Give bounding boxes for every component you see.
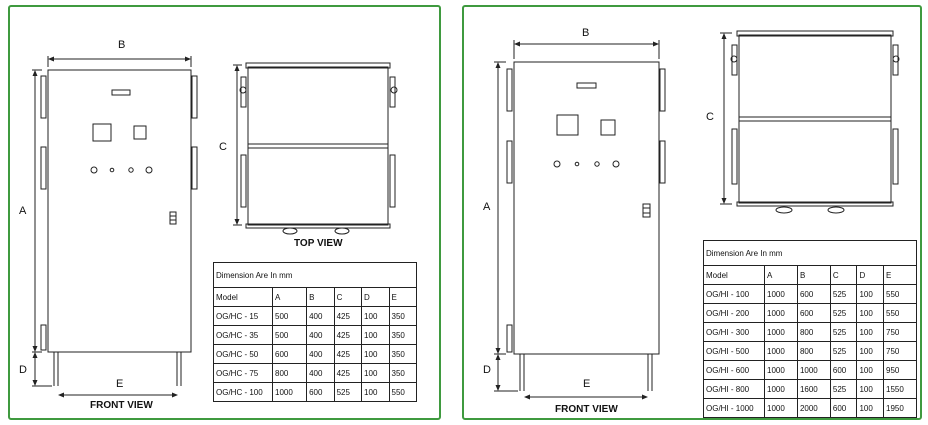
- table-cell: 425: [334, 345, 361, 364]
- table-row: [704, 399, 917, 418]
- table-cell: 100: [857, 361, 884, 380]
- table-cell: 525: [334, 383, 361, 402]
- dimension-table: [213, 262, 417, 402]
- table-cell: OG/HC - 75: [214, 364, 273, 383]
- table-cell: 1000: [765, 361, 798, 380]
- table-cell: 100: [857, 285, 884, 304]
- table-row: [704, 323, 917, 342]
- cabinet-front-body: [48, 70, 191, 352]
- table-header: B: [307, 288, 334, 307]
- table-cell: 425: [334, 364, 361, 383]
- table-cell: 425: [334, 326, 361, 345]
- table-row: [214, 326, 417, 345]
- cabinet-lock: [643, 204, 650, 217]
- table-cell: OG/HC - 15: [214, 307, 273, 326]
- cabinet-name-plate: [577, 83, 596, 88]
- table-cell: OG/HI - 1000: [704, 399, 765, 418]
- table-cell: 525: [830, 342, 857, 361]
- table-cell: 600: [830, 399, 857, 418]
- table-cell: 100: [857, 323, 884, 342]
- table-header: Model: [214, 288, 273, 307]
- table-header: E: [389, 288, 416, 307]
- table-cell: 100: [857, 342, 884, 361]
- table-title: Dimension Are In mm: [214, 263, 417, 288]
- table-cell: 425: [334, 307, 361, 326]
- table-cell: 1600: [797, 380, 830, 399]
- table-cell: 950: [884, 361, 917, 380]
- table-cell: 750: [884, 342, 917, 361]
- table-cell: 500: [273, 307, 307, 326]
- table-row: [704, 380, 917, 399]
- table-cell: 600: [830, 361, 857, 380]
- right-product-panel: [462, 5, 922, 420]
- dimension-b-label: B: [582, 27, 590, 39]
- table-cell: 100: [857, 380, 884, 399]
- cabinet-small-window: [601, 120, 615, 135]
- table-cell: 550: [884, 285, 917, 304]
- dimension-b-label: B: [118, 39, 126, 51]
- cabinet-meter-window: [93, 124, 111, 141]
- table-cell: 400: [307, 364, 334, 383]
- table-cell: 1000: [797, 361, 830, 380]
- table-cell: OG/HI - 200: [704, 304, 765, 323]
- table-cell: 1000: [765, 323, 798, 342]
- table-row: [214, 383, 417, 402]
- table-cell: 550: [884, 304, 917, 323]
- table-cell: 350: [389, 345, 416, 364]
- table-cell: OG/HI - 300: [704, 323, 765, 342]
- table-header: A: [765, 266, 798, 285]
- table-cell: 100: [857, 304, 884, 323]
- table-row: [214, 364, 417, 383]
- table-cell: 1000: [765, 285, 798, 304]
- table-cell: 1000: [765, 342, 798, 361]
- cabinet-name-plate: [112, 90, 130, 95]
- table-cell: 100: [362, 364, 389, 383]
- dimension-e-label: E: [116, 378, 124, 390]
- table-header: E: [884, 266, 917, 285]
- table-cell: 100: [362, 383, 389, 402]
- table-cell: 1000: [765, 304, 798, 323]
- table-title: Dimension Are In mm: [704, 241, 917, 266]
- table-cell: 800: [797, 323, 830, 342]
- dimension-c-label: C: [706, 111, 714, 123]
- table-header: C: [830, 266, 857, 285]
- front-view-caption: FRONT VIEW: [90, 400, 153, 411]
- table-cell: 600: [273, 345, 307, 364]
- dimension-table: [703, 240, 917, 418]
- table-cell: 800: [273, 364, 307, 383]
- cabinet-lock: [170, 212, 176, 224]
- table-cell: 350: [389, 326, 416, 345]
- table-header: D: [857, 266, 884, 285]
- table-cell: 350: [389, 307, 416, 326]
- table-cell: 600: [797, 285, 830, 304]
- table-cell: 600: [797, 304, 830, 323]
- table-cell: 525: [830, 380, 857, 399]
- table-cell: OG/HC - 100: [214, 383, 273, 402]
- table-cell: 525: [830, 323, 857, 342]
- table-cell: OG/HC - 35: [214, 326, 273, 345]
- table-cell: OG/HI - 100: [704, 285, 765, 304]
- table-header: D: [362, 288, 389, 307]
- table-cell: 1000: [765, 399, 798, 418]
- table-cell: 100: [362, 307, 389, 326]
- table-cell: OG/HI - 800: [704, 380, 765, 399]
- table-header-row: [214, 288, 417, 307]
- table-cell: 1000: [273, 383, 307, 402]
- cabinet-meter-window: [557, 115, 578, 135]
- table-row: [214, 345, 417, 364]
- table-cell: 750: [884, 323, 917, 342]
- cabinet-top-body: [248, 67, 388, 225]
- dimension-d-label: D: [483, 364, 491, 376]
- table-cell: 525: [830, 285, 857, 304]
- table-cell: 100: [362, 326, 389, 345]
- left-product-panel: [8, 5, 441, 420]
- table-cell: 1550: [884, 380, 917, 399]
- table-cell: 1000: [765, 380, 798, 399]
- table-cell: 100: [857, 399, 884, 418]
- cabinet-small-window: [134, 126, 146, 139]
- table-cell: 400: [307, 326, 334, 345]
- cabinet-front-body: [514, 62, 659, 354]
- table-cell: 800: [797, 342, 830, 361]
- table-cell: 2000: [797, 399, 830, 418]
- table-row: [704, 342, 917, 361]
- dimension-e-label: E: [583, 378, 591, 390]
- table-cell: 500: [273, 326, 307, 345]
- table-row: [704, 285, 917, 304]
- table-cell: 600: [307, 383, 334, 402]
- table-row: [704, 304, 917, 323]
- table-cell: 550: [389, 383, 416, 402]
- table-cell: 400: [307, 307, 334, 326]
- front-view-caption: FRONT VIEW: [555, 404, 618, 415]
- dimension-c-label: C: [219, 141, 227, 153]
- cabinet-top-body: [739, 35, 891, 203]
- table-cell: 100: [362, 345, 389, 364]
- dimension-a-label: A: [19, 205, 27, 217]
- table-header: B: [797, 266, 830, 285]
- table-row: [704, 361, 917, 380]
- table-header: A: [273, 288, 307, 307]
- table-cell: OG/HI - 500: [704, 342, 765, 361]
- table-row: [214, 307, 417, 326]
- table-header: C: [334, 288, 361, 307]
- table-header-row: [704, 266, 917, 285]
- dimension-a-label: A: [483, 201, 491, 213]
- table-header: Model: [704, 266, 765, 285]
- table-cell: 1950: [884, 399, 917, 418]
- table-cell: 400: [307, 345, 334, 364]
- table-cell: 525: [830, 304, 857, 323]
- table-cell: OG/HC - 50: [214, 345, 273, 364]
- dimension-d-label: D: [19, 364, 27, 376]
- top-view-caption: TOP VIEW: [294, 238, 343, 249]
- table-cell: 350: [389, 364, 416, 383]
- table-cell: OG/HI - 600: [704, 361, 765, 380]
